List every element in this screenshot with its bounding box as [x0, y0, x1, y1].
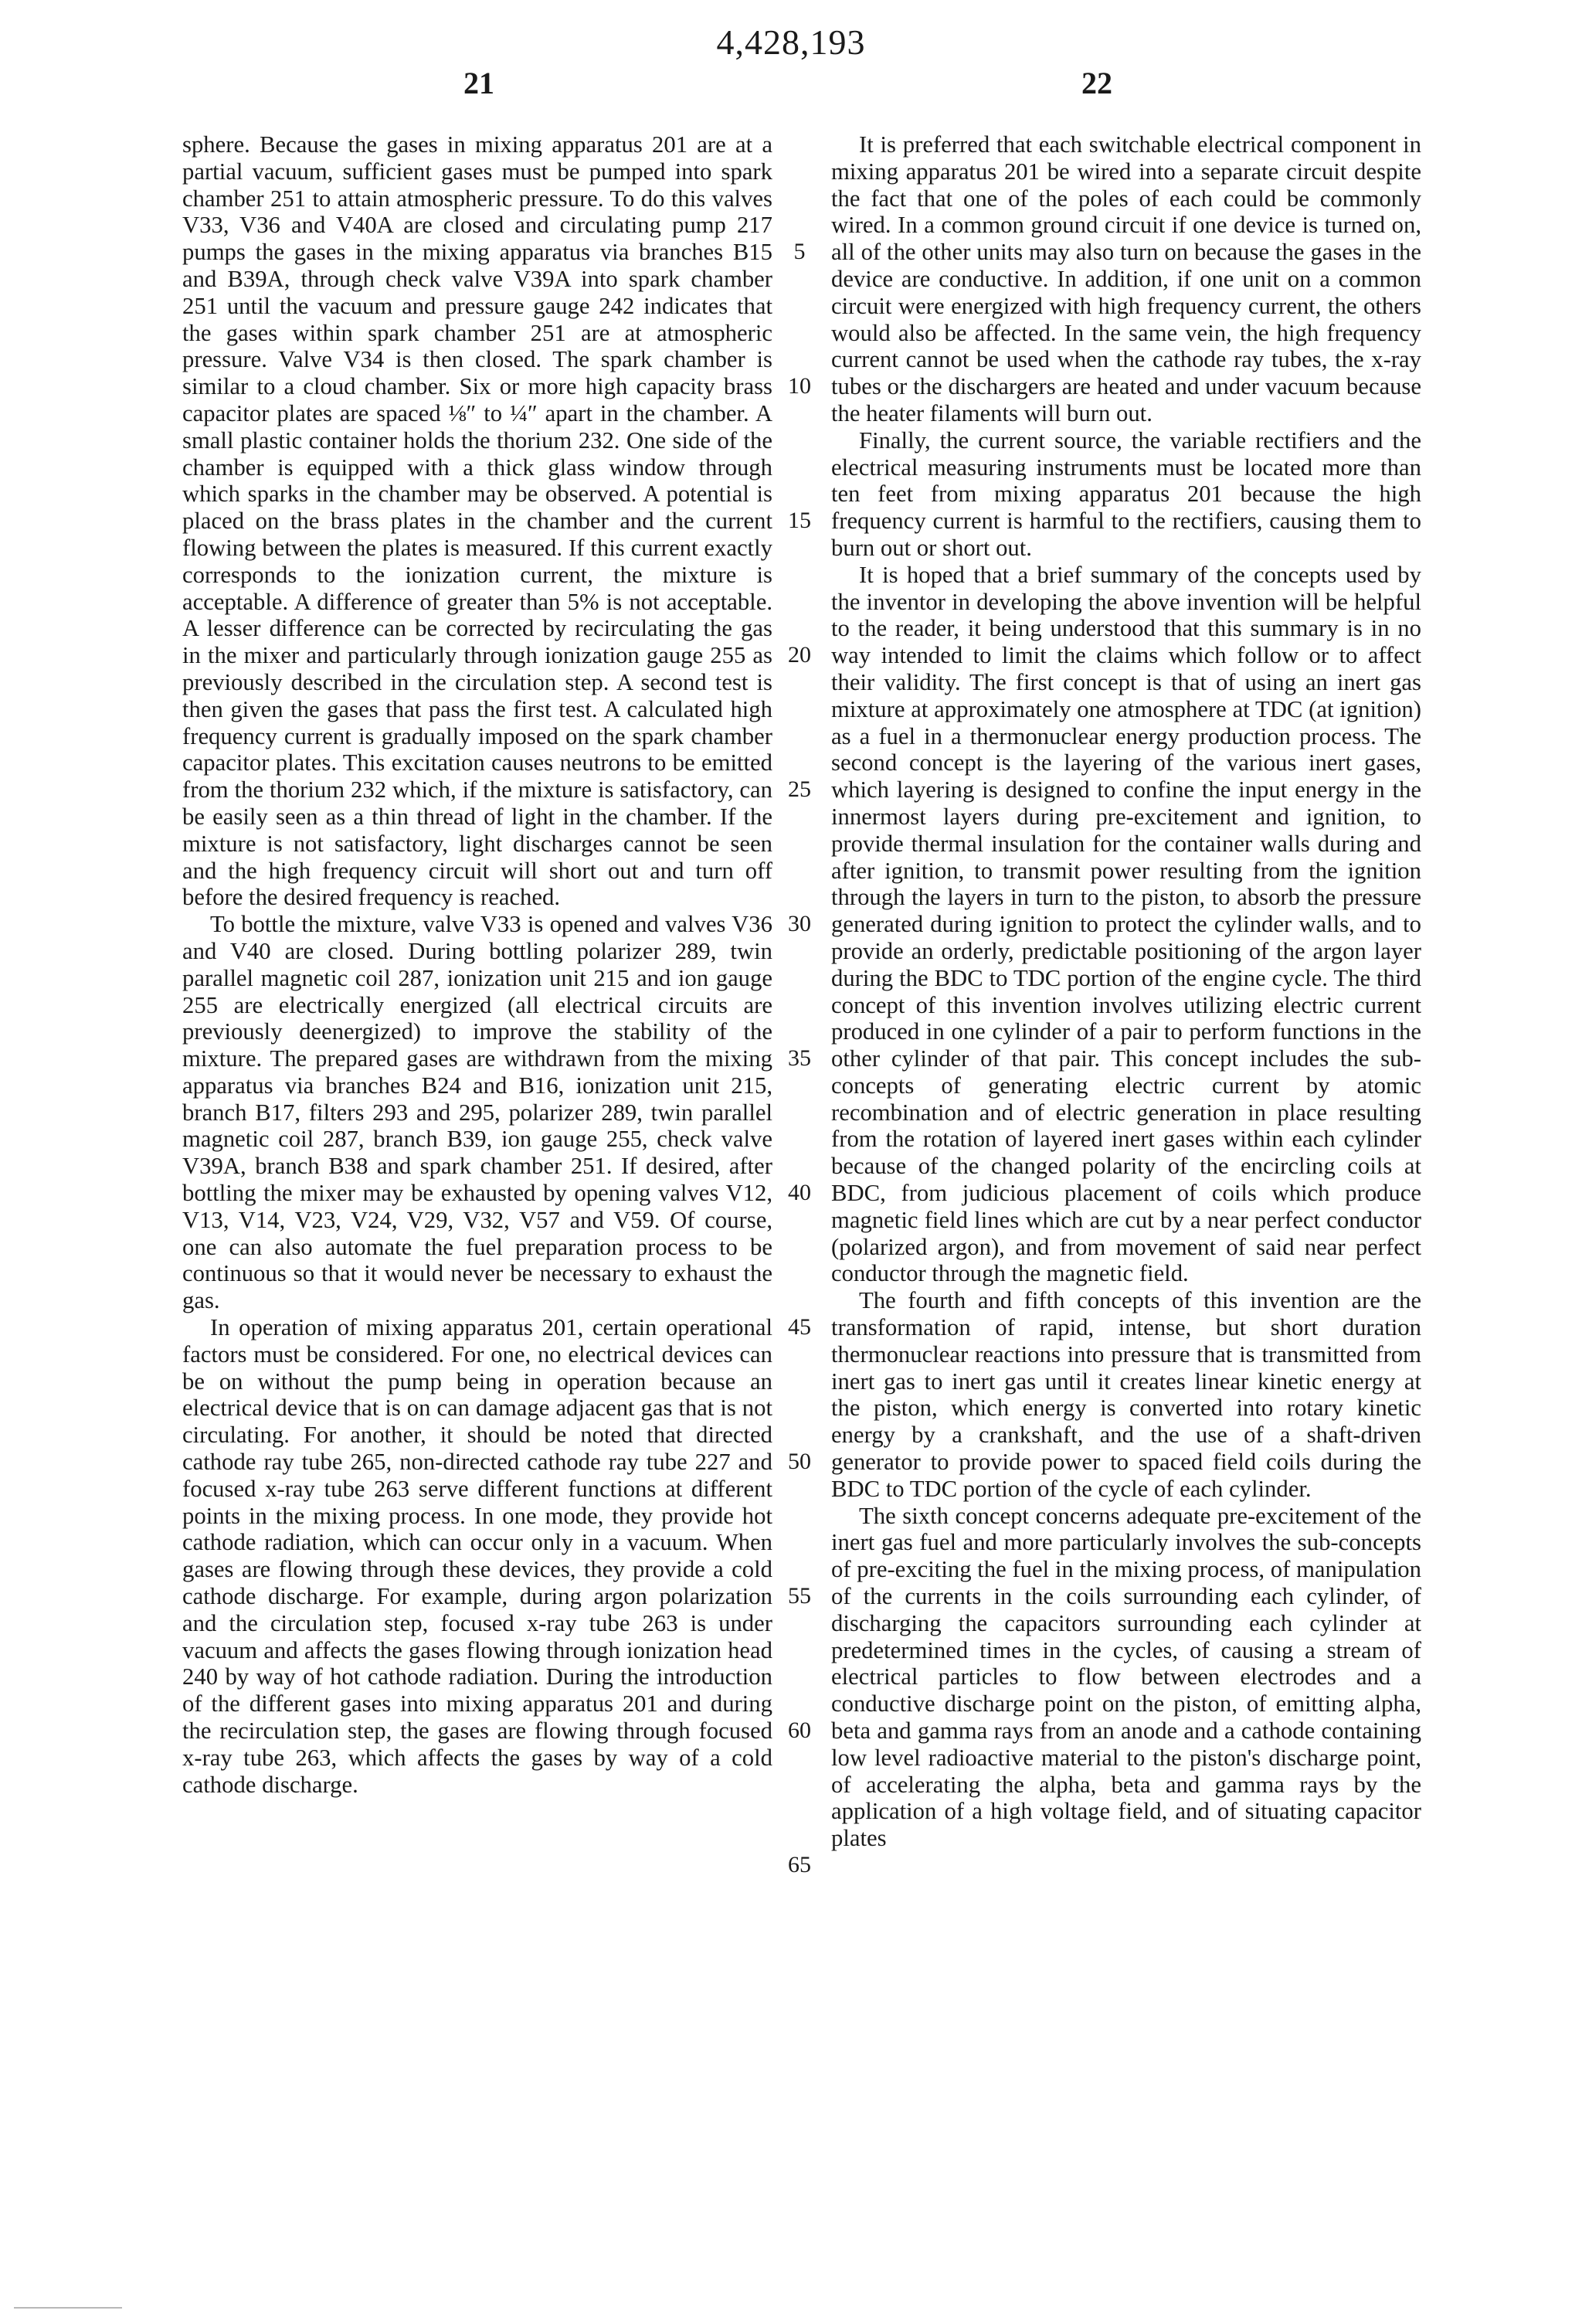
line-number: 55 — [788, 1583, 811, 1609]
left-column-number: 21 — [463, 66, 494, 100]
patent-number: 4,428,193 — [716, 22, 866, 62]
line-number: 5 — [793, 239, 806, 264]
line-number: 35 — [788, 1045, 811, 1071]
paragraph: It is hoped that a brief summary of the concepts used by the inventor in developing the above invention will be helpful to the reader, it being understood that this summary is in no way intended to limit the claims which follow or to affect their validity. The first concept is that of using an inert gas mixture at approximately one atmosphere at TDC (at ignition) as a fuel in a thermonuclear energy production process. The second concept is the layering of the various inert gases, which layering is designed to confine the input energy in the innermost layers during pre-excitement and ignition, to provide thermal insulation for the container walls during and after ignition, to transmit power resulting from the ignition through the layers in turn to the piston, to absorb the pressure generated during ignition to protect the cylinder walls, and to provide an orderly, predictable positioning of the argon layer during the BDC to TDC portion of the engine cycle. The third concept of this invention involves utilizing electric current produced in one cylinder of a pair to perform functions in the other cylinder of that pair. This concept includes the sub-concepts of generating electric current by atomic recombination and of electric generation in place resulting from the rotation of layered inert gases within each cylinder because of the changed polarity of the encircling coils at BDC, from judicious placement of coils which produce magnetic field lines which are cut by a near perfect conductor (polarized argon), and from movement of said near perfect conductor through the magnetic field. — [831, 561, 1421, 1287]
scan-artifact-line — [14, 2307, 122, 2309]
paragraph: Finally, the current source, the variable rectifiers and the electrical measuring instruments must be located more than ten feet from mixing apparatus 201 because the high frequency current is harmful to the rectifiers, causing them to burn out or short out. — [831, 426, 1421, 561]
right-text-column — [831, 131, 1421, 1852]
line-number: 15 — [788, 508, 811, 533]
line-number-gutter — [774, 131, 825, 2063]
line-number: 40 — [788, 1180, 811, 1205]
left-text-column — [182, 131, 772, 1798]
paragraph: The fourth and fifth concepts of this invention are the transformation of rapid, intense, but short duration thermonuclear reactions into pressure that is transmitted from inert gas to inert gas until it creates linear kinetic energy at the piston, which energy is converted into rotary kinetic energy by a crankshaft, and the use of a shaft-driven generator to provide power to spaced field coils during the BDC to TDC portion of the cycle of each cylinder. — [831, 1287, 1421, 1502]
line-number: 10 — [788, 373, 811, 399]
paragraph: The sixth concept concerns adequate pre-excitement of the inert gas fuel and more particularly involves the sub-concepts of pre-exciting the fuel in the mixing process, of manipulation of the currents in the coils surrounding each cylinder, of discharging the capacitors surrounding each cylinder at predetermined times in the cycles, of causing a stream of electrical particles to flow between electrodes and a conductive discharge point on the piston, of emitting alpha, beta and gamma rays from an anode and a cathode containing low level radioactive material to the piston's discharge point, of accelerating the alpha, beta and gamma rays by the application of a high voltage field, and of situating capacitor plates — [831, 1502, 1421, 1852]
line-number: 30 — [788, 911, 811, 936]
line-number: 25 — [788, 776, 811, 802]
line-number: 45 — [788, 1314, 811, 1340]
line-number: 20 — [788, 642, 811, 668]
paragraph: In operation of mixing apparatus 201, certain operational factors must be considered. For one, no electrical devices can be on without the pump being in operation because an electrical device that is on can damage adjacent gas that is not circulating. For another, it should be noted that directed cathode ray tube 265, non-directed cathode ray tube 227 and focused x-ray tube 263 serve different functions at different points in the mixing process. In one mode, they provide hot cathode radiation, which can occur only in a vacuum. When gases are flowing through these devices, they provide a cold cathode discharge. For example, during argon polarization and the circulation step, focused x-ray tube 263 is under vacuum and affects the gases flowing through ionization head 240 by way of hot cathode radiation. During the introduction of the different gases into mixing apparatus 201 and during the recirculation step, the gases are flowing through focused x-ray tube 263, which affects the gases by way of a cold cathode discharge. — [182, 1314, 772, 1798]
line-number: 60 — [788, 1718, 811, 1743]
line-number: 50 — [788, 1449, 811, 1474]
paragraph: It is preferred that each switchable electrical component in mixing apparatus 201 be wired into a separate circuit despite the fact that one of the poles of each could be commonly wired. In a common ground circuit if one device is turned on, all of the other units may also turn on because the gases in the device are conductive. In addition, if one unit on a common circuit were energized with high frequency current, the others would also be affected. In the same vein, the high frequency current cannot be used when the cathode ray tubes, the x-ray tubes or the dischargers are heated and under vacuum because the heater filaments will burn out. — [831, 131, 1421, 426]
right-column-number: 22 — [1081, 66, 1112, 100]
paragraph: sphere. Because the gases in mixing apparatus 201 are at a partial vacuum, sufficient gases must be pumped into spark chamber 251 to attain atmospheric pressure. To do this valves V33, V36 and V40A are closed and circulating pump 217 pumps the gases in the mixing apparatus via branches B15 and B39A, through check valve V39A into spark chamber 251 until the vacuum and pressure gauge 242 indicates that the gases within spark chamber 251 are at atmospheric pressure. Valve V34 is then closed. The spark chamber is similar to a cloud chamber. Six or more high capacity brass capacitor plates are spaced ⅛″ to ¼″ apart in the chamber. A small plastic container holds the thorium 232. One side of the chamber is equipped with a thick glass window through which sparks in the chamber may be observed. A potential is placed on the brass plates in the chamber and the current flowing between the plates is measured. If this current exactly corresponds to the ionization current, the mixture is acceptable. A difference of greater than 5% is not acceptable. A lesser difference can be corrected by recirculating the gas in the mixer and particularly through ionization gauge 255 as previously described in the circulation step. A second test is then given the gases that pass the first test. A calculated high frequency current is gradually imposed on the spark chamber capacitor plates. This excitation causes neutrons to be emitted from the thorium 232 which, if the mixture is satisfactory, can be easily seen as a thin thread of light in the chamber. If the mixture is not satisfactory, light discharges cannot be seen and the high frequency circuit will short out and turn off before the desired frequency is reached. — [182, 131, 772, 911]
paragraph: To bottle the mixture, valve V33 is opened and valves V36 and V40 are closed. During bottling polarizer 289, twin parallel magnetic coil 287, ionization unit 215 and ion gauge 255 are electrically energized (all electrical circuits are previously deenergized) to improve the stability of the mixture. The prepared gases are withdrawn from the mixing apparatus via branches B24 and B16, ionization unit 215, branch B17, filters 293 and 295, polarizer 289, twin parallel magnetic coil 287, branch B39, ion gauge 255, check valve V39A, branch B38 and spark chamber 251. If desired, after bottling the mixer may be exhausted by opening valves V12, V13, V14, V23, V24, V29, V32, V57 and V59. Of course, one can also automate the fuel preparation process to be continuous so that it would never be necessary to exhaust the gas. — [182, 911, 772, 1314]
line-number: 65 — [788, 1852, 811, 1877]
